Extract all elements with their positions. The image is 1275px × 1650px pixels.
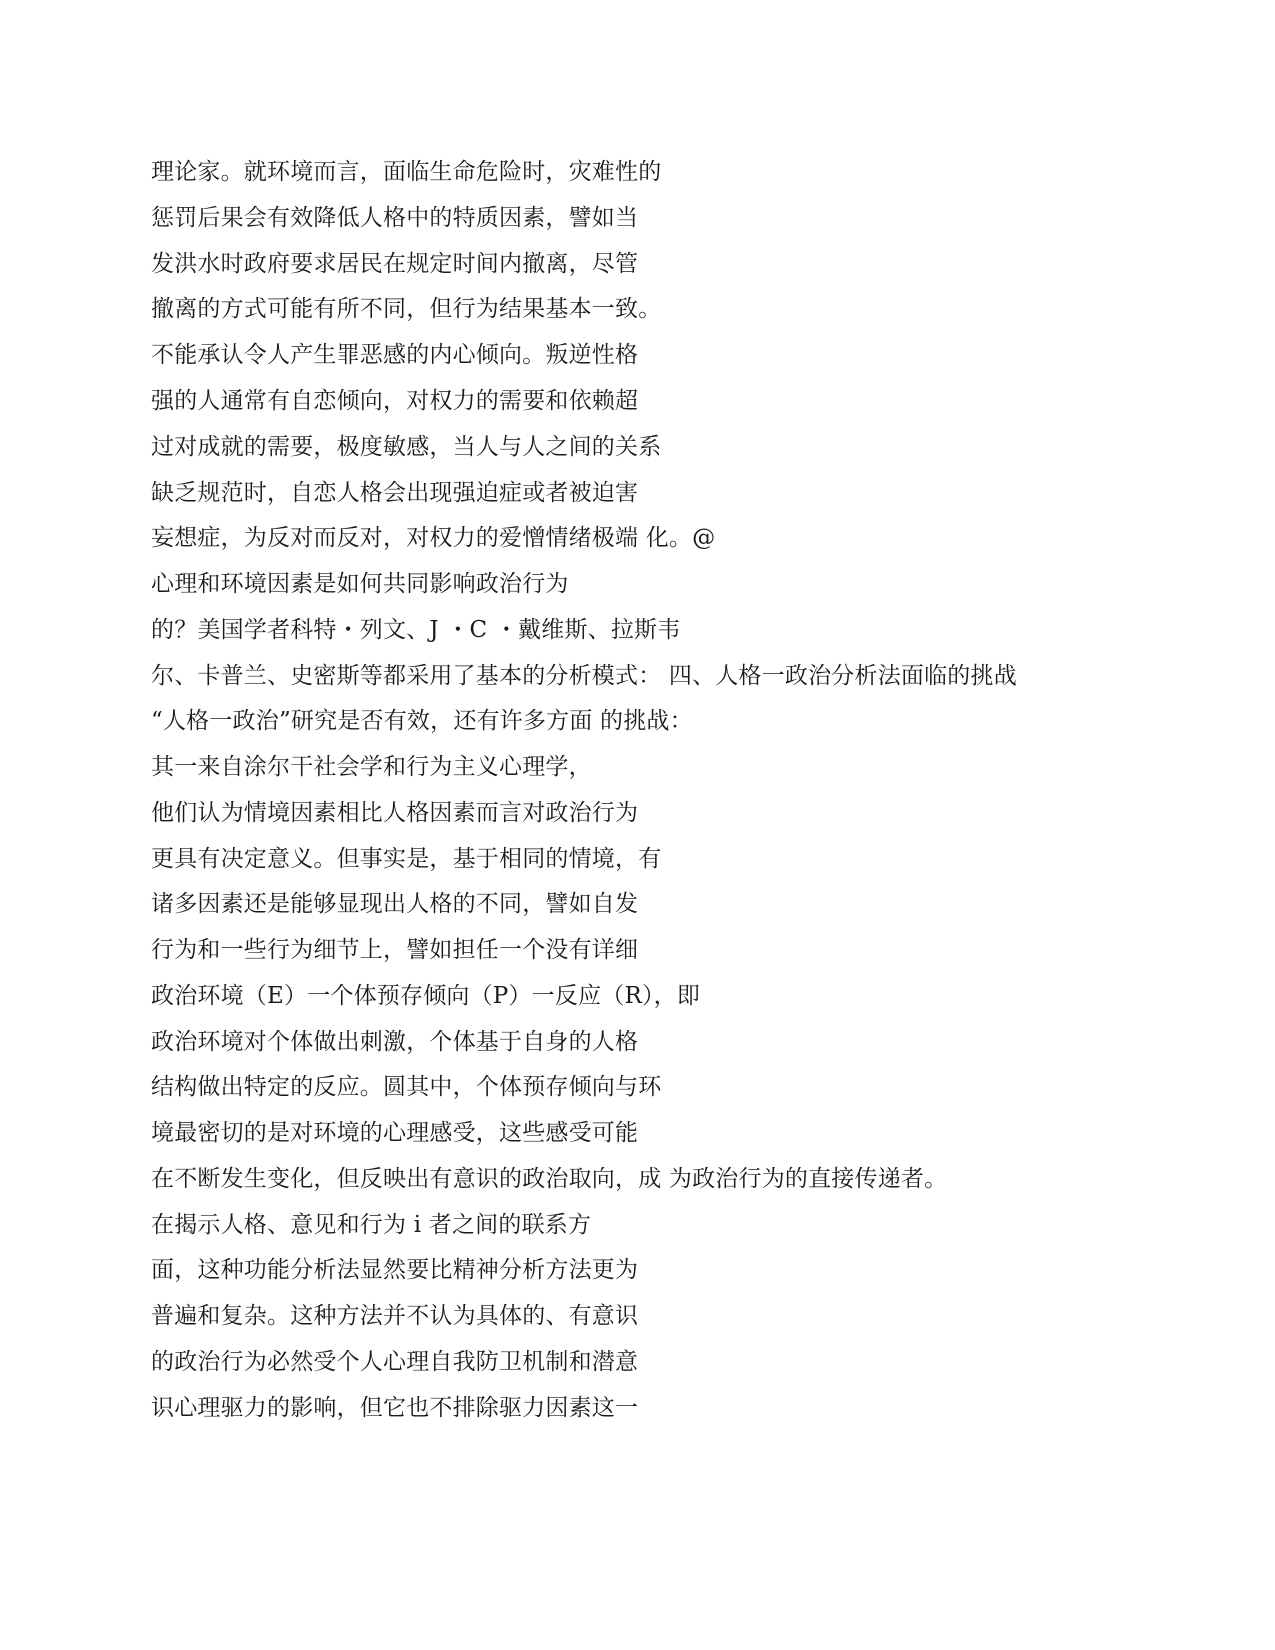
text-line: 不能承认令人产生罪恶感的内心倾向。叛逆性格 xyxy=(151,342,639,368)
text-line: 心理和环境因素是如何共同影响政治行为 xyxy=(151,571,569,597)
text-line: 的？美国学者科特・列文、J ・C ・戴维斯、拉斯韦 xyxy=(151,617,681,643)
text-line: 缺乏规范时，自恋人格会出现强迫症或者被迫害 xyxy=(151,480,639,506)
text-line: 在不断发生变化，但反映出有意识的政治取向，成 为政治行为的直接传递者。 xyxy=(151,1166,948,1192)
text-line: 普遍和复杂。这种方法并不认为具体的、有意识 xyxy=(151,1303,639,1329)
text-line: 在揭示人格、意见和行为 i 者之间的联系方 xyxy=(151,1212,592,1238)
text-line: “人格一政治”研究是否有效，还有许多方面 的挑战： xyxy=(151,708,693,734)
text-line: 发洪水时政府要求居民在规定时间内撤离，尽管 xyxy=(151,251,639,277)
text-line: 的政治行为必然受个人心理自我防卫机制和潜意 xyxy=(151,1349,639,1375)
text-line: 识心理驱力的影响，但它也不排除驱力因素这一 xyxy=(151,1395,639,1421)
text-line: 强的人通常有自恋倾向，对权力的需要和依赖超 xyxy=(151,388,639,414)
text-line: 行为和一些行为细节上，譬如担任一个没有详细 xyxy=(151,937,639,963)
text-line: 尔、卡普兰、史密斯等都采用了基本的分析模式： 四、人格一政治分析法面临的挑战 xyxy=(151,663,1017,689)
text-line: 过对成就的需要，极度敏感，当人与人之间的关系 xyxy=(151,434,662,460)
text-line: 结构做出特定的反应。圆其中，个体预存倾向与环 xyxy=(151,1074,662,1100)
text-line: 其一来自涂尔干社会学和行为主义心理学， xyxy=(151,754,592,780)
text-line: 面，这种功能分析法显然要比精神分析方法更为 xyxy=(151,1257,639,1283)
text-line: 他们认为情境因素相比人格因素而言对政治行为 xyxy=(151,800,639,826)
text-line: 惩罚后果会有效降低人格中的特质因素，譬如当 xyxy=(151,205,639,231)
text-line: 政治环境（E）一个体预存倾向（P）一反应（R），即 xyxy=(151,983,701,1009)
text-line: 政治环境对个体做出刺激，个体基于自身的人格 xyxy=(151,1029,639,1055)
text-line: 更具有决定意义。但事实是，基于相同的情境，有 xyxy=(151,846,662,872)
text-line: 理论家。就环境而言，面临生命危险时，灾难性的 xyxy=(151,159,662,185)
text-line: 诸多因素还是能够显现出人格的不同，譬如自发 xyxy=(151,891,639,917)
text-line: 境最密切的是对环境的心理感受，这些感受可能 xyxy=(151,1120,639,1146)
text-line: 撤离的方式可能有所不同，但行为结果基本一致。 xyxy=(151,296,662,322)
text-line: 妄想症，为反对而反对，对权力的爱憎情绪极端 化。@ xyxy=(151,525,716,551)
